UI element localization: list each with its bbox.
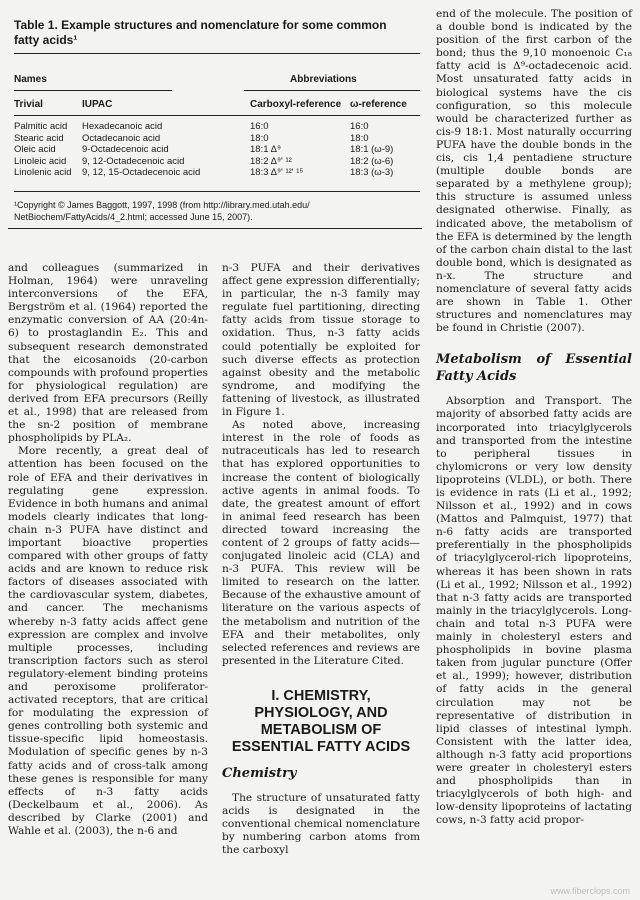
cell-iupac: 9, 12-Octadecenoic acid: [82, 155, 185, 167]
cell-iupac: 9, 12, 15-Octadecenoic acid: [82, 167, 201, 179]
paragraph: n-3 PUFA and their derivatives affect gene expression differentially; in particular, the n-3 family may regulate fuel partitioning, directing fatty acids from tissue storage to oxidation. Thus, n-3 fatty acids could potentially be exploited for such diverse effects as protection against obesity and the metabolic syndrome, and modifying the fattening of livestock, as illustrated in Figure 1.: [222, 262, 420, 419]
cell-omega: 18:3 (ω-3): [350, 167, 394, 179]
cell-carboxyl: 18:3 Δ⁹ʹ ¹²ʹ ¹⁵: [250, 167, 304, 179]
cell-omega: 18:2 (ω-6): [350, 155, 394, 167]
paragraph: More recently, a great deal of attention has been focused on the role of EFA and their derivatives in regulating gene expression. Evidence in both humans and animal models clearly indicates that long-chain n-3 PUFA have distinct and important bioactive properties compared with other groups of fatty acids and are known to reduce risk factors of diseases associated with the cardiovascular system, diabetes, and cancer. The mechanisms whereby n-3 fatty acids affect gene expression are complex and involve multiple processes, including transcription factors such as sterol regulatory-element binding proteins and peroxisome proliferator-activated receptors, that are critical for modulating the expression of genes controlling both systemic and tissue-specific lipid homeostasis. Modulation of specific genes by n-3 fatty acids and of cross-talk among these genes is responsible for many effects of n-3 fatty acids (Deckelbaum et al., 2006). As described by Clarke (2001) and Wahle et al. (2003), the n-6 and: [8, 445, 208, 838]
cell-iupac: 9-Octadecenoic acid: [82, 144, 169, 156]
names-rule: [14, 90, 172, 91]
table-header-sub: [14, 99, 420, 111]
paragraph: and colleagues (summarized in Holman, 1964) were unraveling interconversions of the EFA, Bergström et al. (1964) reported the enzymatic conversion of AA (20:4n-6) to prostaglandin E₂. This and subsequent research demonstrated that the eicosanoids (20-carbon compounds with profound properties for physiological regulation) are derived from EFA precursors (Reilly et al., 1998) that are released from the sn-2 position of membrane phospholipids by PLA₂.: [8, 262, 208, 445]
column-left: [8, 262, 208, 838]
footnote-line: ¹Copyright © James Baggott, 1997, 1998 (from http://library.med.utah.edu/: [14, 200, 310, 210]
cell-trivial: Linolenic acid: [14, 167, 72, 179]
table-body: [14, 121, 420, 179]
column-right: [436, 8, 632, 827]
paragraph: end of the molecule. The position of a double bond is indicated by the position of the first carbon of the bond; thus the 9,10 monoenoic C₁₈ fatty acid is Δ⁹-octadecenoic acid. Most unsaturated fatty acids in biological systems have the cis configuration, so this molecule would be characterized further as cis-9 18:1. Most naturally occurring PUFA have the double bonds in the cis, cis 1,4 pentadiene structure (multiple double bonds are separated by a methylene group); this structure is assumed unless designated otherwise. Finally, as indicated above, the metabolism of the EFA is determined by the length of the carbon chain distal to the last double bond, which is designated as n-x. The structure and nomenclature of several fatty acids are shown in Table 1. Other structures and nomenclatures may be found in Christie (2007).: [436, 8, 632, 335]
header-abbreviations: Abbreviations: [290, 74, 357, 85]
cell-carboxyl: 18:2 Δ⁹ʹ ¹²: [250, 155, 292, 167]
table-row: [14, 121, 420, 133]
paragraph: As noted above, increasing interest in the role of foods as nutraceuticals has led to research that has explored opportunities to increase the content of biologically active agents in animal foods. To date, the greatest amount of effort in animal feed research has been directed toward increasing the content of 2 groups of fatty acids—conjugated linoleic acid (CLA) and n-3 PUFA. This review will be limited to research on the latter. Because of the exhaustive amount of literature on the various aspects of the metabolism and nutrition of the EFA and their metabolites, only selected references and reviews are presented in the Literature Cited.: [222, 419, 420, 667]
table-1: [8, 8, 422, 229]
table-row: [14, 144, 420, 156]
cell-trivial: Palmitic acid: [14, 121, 68, 132]
section-heading: I. CHEMISTRY, PHYSIOLOGY, AND METABOLISM OF ESSENTIAL FATTY ACIDS: [231, 687, 411, 755]
table-row: [14, 133, 420, 145]
cell-iupac: Hexadecanoic acid: [82, 121, 163, 132]
table-row: [14, 167, 420, 179]
cell-trivial: Stearic acid: [14, 132, 64, 144]
cell-carboxyl: 18:1 Δ⁹: [250, 144, 282, 156]
header-trivial: Trivial: [14, 99, 43, 110]
footnote-line: NetBiochem/FattyAcids/4_2.html; accessed June 15, 2007).: [14, 211, 253, 222]
table-bottom-rule: [14, 191, 420, 192]
column-middle: [222, 262, 420, 857]
subsection-heading-metabolism: Metabolism of Essential Fatty Acids: [436, 352, 632, 385]
cell-iupac: Octadecanoic acid: [82, 132, 161, 144]
cell-carboxyl: 16:0: [250, 121, 269, 132]
table-top-rule: [14, 53, 420, 54]
cell-carboxyl: 18:0: [250, 132, 269, 144]
table-title: Table 1. Example structures and nomenclature for some common fatty acids¹: [14, 18, 387, 47]
subsection-heading-chemistry: Chemistry: [222, 765, 297, 781]
paragraph: The structure of unsaturated fatty acids is designated in the conventional chemical nomenclature by numbering carbon atoms from the carboxyl: [222, 791, 420, 857]
header-names: Names: [14, 74, 47, 85]
cell-omega: 18:0: [350, 132, 369, 144]
header-iupac: IUPAC: [82, 99, 113, 110]
header-omega: ω-reference: [350, 99, 407, 110]
cell-trivial: Linoleic acid: [14, 155, 67, 167]
header-rule: [14, 115, 420, 116]
table-header-top: [14, 74, 420, 86]
table-footnote: [14, 200, 414, 223]
table-row: [14, 156, 420, 168]
header-carboxyl: Carboxyl-reference: [250, 99, 342, 110]
cell-omega: 18:1 (ω-9): [350, 144, 394, 156]
cell-trivial: Oleic acid: [14, 144, 56, 156]
cell-omega: 16:0: [350, 121, 369, 132]
paragraph: Absorption and Transport. The majority of absorbed fatty acids are incorporated into triacylglycerols and transported from the intestine to peripheral tissues in chylomicrons or very low density lipoproteins (VLDL), or both. There is evidence in rats (Li et al., 1992; Nilsson et al., 1992) and in cows (Mattos and Palmquist, 1977) that n-6 fatty acids are transported preferentially in the phospholipids of triacylglycerol-rich lipoproteins, whereas it has been shown in rats (Li et al., 1992; Nilsson et al., 1992) that n-3 fatty acids are transported mainly in the triacylglycerols. Long-chain and total n-3 PUFA were mainly in cholesteryl esters and phospholipids in bovine plasma taken from jugular puncture (Offer et al., 1999); however, distribution of fatty acids in the general circulation may not be representative of distribution in lipid classes of intestinal lymph. Consistent with the latter idea, although n-3 fatty acid proportions were greater in cholesteryl esters and phospholipids than in triacylglycerols of both high- and low-density lipoproteins of lactating cows, n-3 fatty acid propor-: [436, 395, 632, 827]
abbrev-rule: [244, 90, 420, 91]
watermark: www.fiberclops.com: [550, 886, 630, 896]
